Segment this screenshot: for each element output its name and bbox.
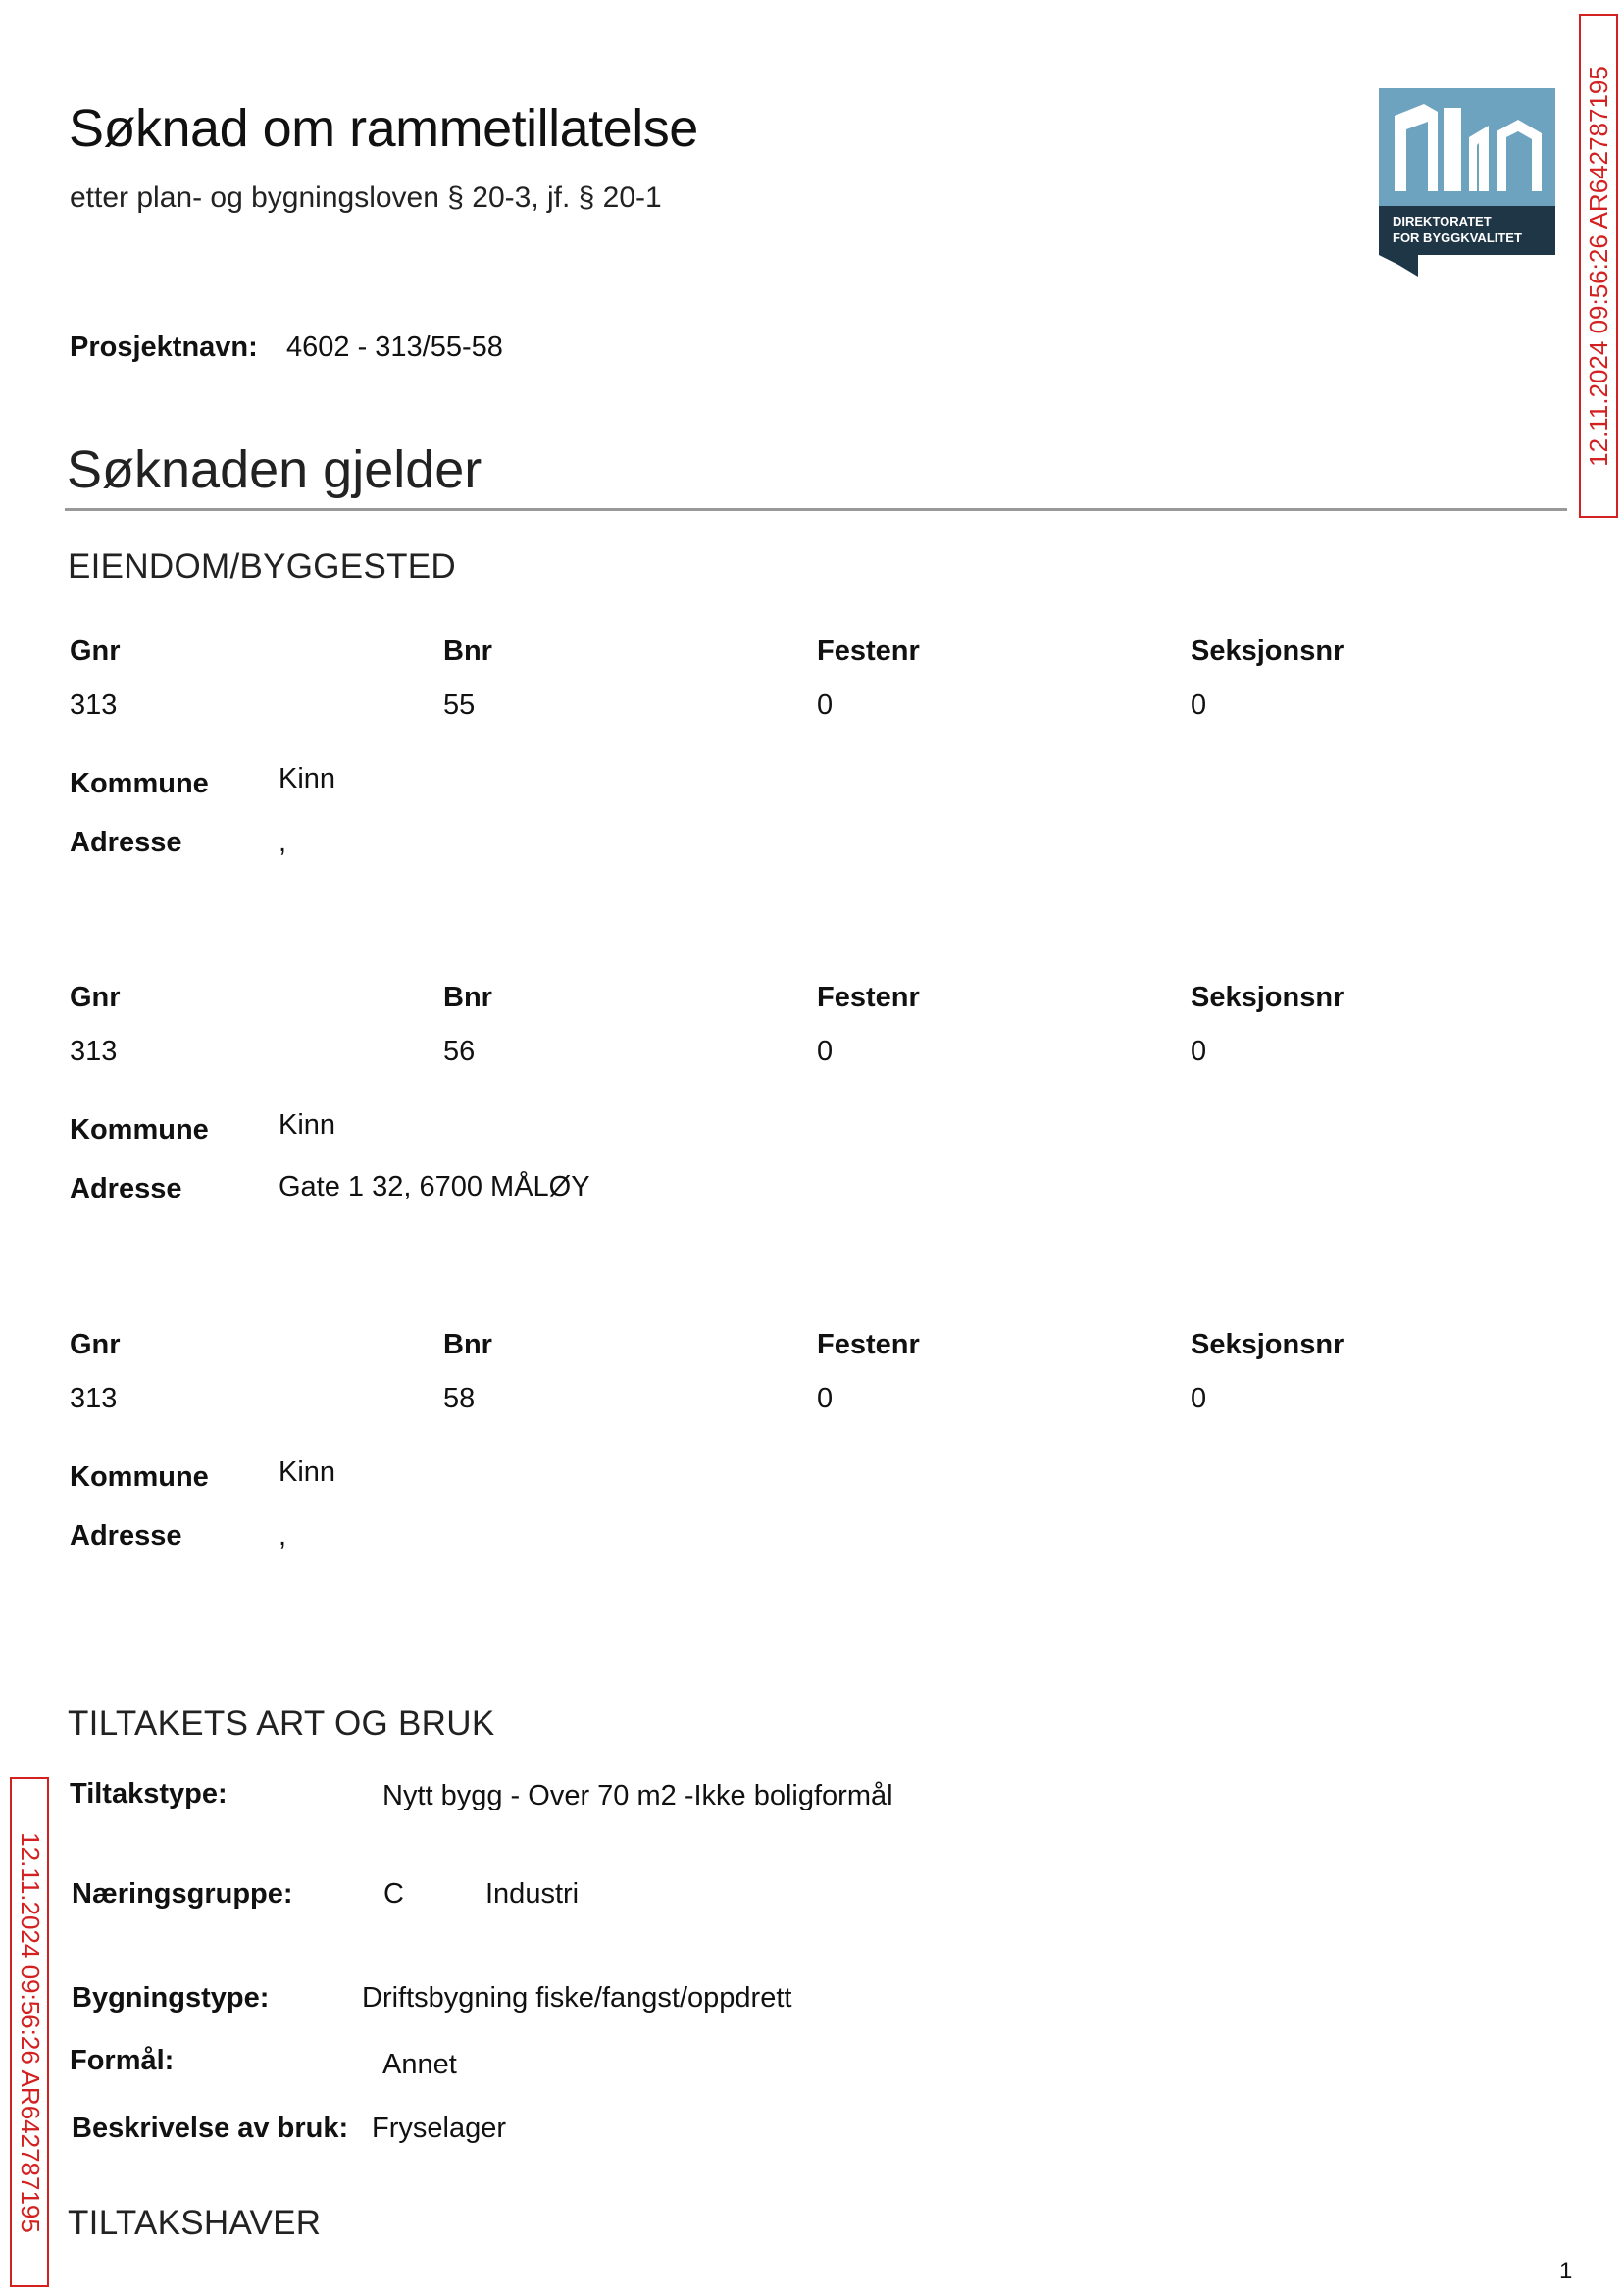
dibk-logo: [1379, 88, 1555, 277]
tiltakstype-value: Nytt bygg - Over 70 m2 -Ikke boligformål: [382, 1780, 893, 1811]
seksjonsnr-label: Seksjonsnr: [1191, 636, 1345, 667]
bnr-label: Bnr: [443, 982, 492, 1013]
bnr-value: 55: [443, 689, 476, 721]
festenr-value: 0: [817, 1383, 834, 1414]
kommune-value: Kinn: [279, 1456, 336, 1488]
beskrivelse-label: Beskrivelse av bruk:: [72, 2113, 349, 2144]
gnr-value: 313: [70, 1383, 118, 1414]
festenr-label: Festenr: [817, 636, 920, 667]
bnr-label: Bnr: [443, 636, 492, 667]
adresse-label: Adresse: [70, 1520, 182, 1552]
seksjonsnr-label: Seksjonsnr: [1191, 982, 1345, 1013]
naeringsgruppe-value: Industri: [485, 1878, 580, 1910]
gnr-value: 313: [70, 689, 118, 721]
kommune-label: Kommune: [70, 1114, 209, 1146]
kommune-label: Kommune: [70, 1461, 209, 1493]
adresse-value: ,: [279, 827, 287, 858]
property-heading: EIENDOM/BYGGESTED: [68, 547, 456, 586]
seksjonsnr-label: Seksjonsnr: [1191, 1329, 1345, 1360]
festenr-value: 0: [817, 1036, 834, 1067]
formal-label: Formål:: [70, 2045, 175, 2076]
building-logo-icon: [1379, 88, 1555, 277]
tiltak-heading: TILTAKETS ART OG BRUK: [68, 1705, 495, 1743]
seksjonsnr-value: 0: [1191, 689, 1207, 721]
naeringsgruppe-code: C: [383, 1878, 404, 1910]
logo-line1: DIREKTORATET: [1393, 214, 1492, 229]
project-name-value: 4602 - 313/55-58: [286, 331, 503, 363]
project-name-label: Prosjektnavn:: [70, 331, 258, 363]
gnr-label: Gnr: [70, 636, 121, 667]
bnr-label: Bnr: [443, 1329, 492, 1360]
logo-line2: FOR BYGGKVALITET: [1393, 230, 1522, 245]
gnr-label: Gnr: [70, 982, 121, 1013]
kommune-value: Kinn: [279, 1109, 336, 1141]
page-number: 1: [1559, 2258, 1573, 2284]
section-divider: [65, 508, 1567, 511]
festenr-label: Festenr: [817, 1329, 920, 1360]
adresse-value: Gate 1 32, 6700 MÅLØY: [279, 1171, 590, 1202]
formal-value: Annet: [382, 2049, 457, 2080]
festenr-value: 0: [817, 689, 834, 721]
section-title: Søknaden gjelder: [67, 440, 482, 499]
adresse-label: Adresse: [70, 827, 182, 858]
stamp-text: 12.11.2024 09:56:26 AR642787195: [1583, 65, 1613, 467]
tiltakstype-label: Tiltakstype:: [70, 1778, 228, 1810]
festenr-label: Festenr: [817, 982, 920, 1013]
bnr-value: 56: [443, 1036, 476, 1067]
gnr-value: 313: [70, 1036, 118, 1067]
adresse-label: Adresse: [70, 1173, 182, 1204]
bnr-value: 58: [443, 1383, 476, 1414]
seksjonsnr-value: 0: [1191, 1383, 1207, 1414]
page-subtitle: etter plan- og bygningsloven § 20-3, jf. § 20-1: [70, 181, 662, 214]
bygningstype-label: Bygningstype:: [72, 1982, 270, 2014]
naeringsgruppe-label: Næringsgruppe:: [72, 1878, 293, 1910]
kommune-label: Kommune: [70, 768, 209, 799]
adresse-value: ,: [279, 1520, 287, 1552]
bygningstype-value: Driftsbygning fiske/fangst/oppdrett: [362, 1982, 792, 2014]
page-title: Søknad om rammetillatelse: [69, 99, 698, 158]
stamp-text: 12.11.2024 09:56:26 AR642787195: [15, 1831, 45, 2233]
timestamp-stamp-top: [1579, 14, 1618, 518]
tiltakshaver-heading: TILTAKSHAVER: [68, 2204, 322, 2242]
beskrivelse-value: Fryselager: [372, 2113, 506, 2144]
gnr-label: Gnr: [70, 1329, 121, 1360]
kommune-value: Kinn: [279, 763, 336, 794]
timestamp-stamp-left: [10, 1777, 49, 2287]
seksjonsnr-value: 0: [1191, 1036, 1207, 1067]
